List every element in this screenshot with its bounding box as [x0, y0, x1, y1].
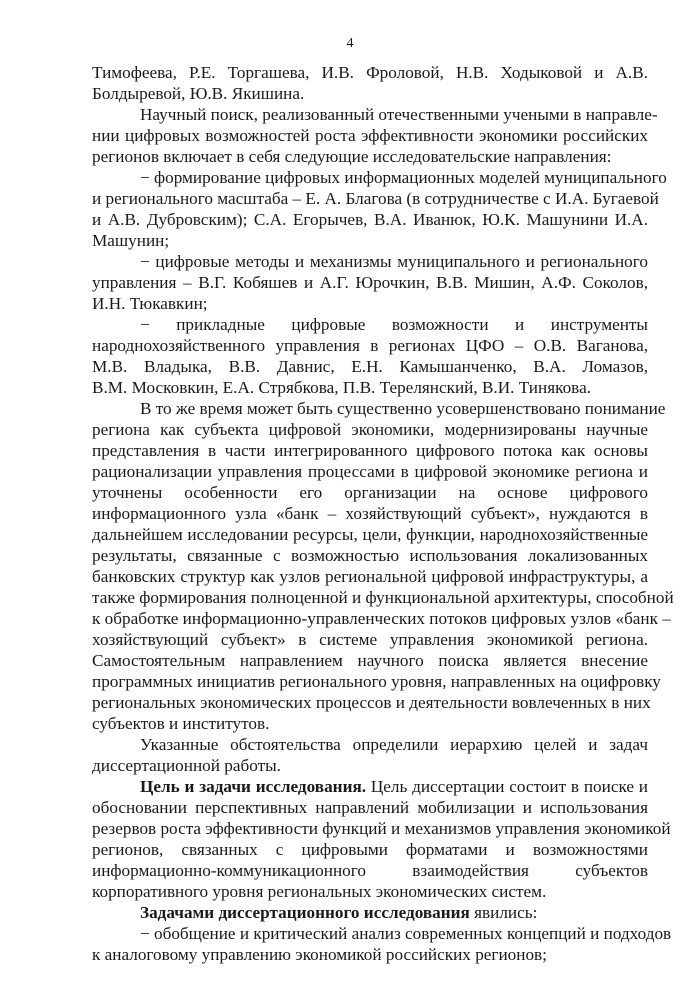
text-line: Самостоятельным направлением научного поиска является внесение [92, 651, 648, 670]
text-line: Тимофеева, Р.Е. Торгашева, И.В. Фроловой, Н.В. Ходыковой и А.В. [92, 63, 648, 82]
text-line: В то же время может быть существенно усовершенствовано понимание [140, 399, 666, 418]
text-line: информационного узла «банк – хозяйствующий субъект», нуждаются в [92, 504, 648, 523]
text-line: − формирование цифровых информационных моделей муниципального [140, 168, 667, 187]
goal-paragraph [92, 797, 671, 902]
text-line: также формирования полноценной и функциональной архитектуры, способной [92, 588, 674, 607]
text-line: Болдыревой, Ю.В. Якишина. [92, 84, 305, 103]
goal-heading: Цель и задачи исследования. [140, 777, 367, 796]
text-line: хозяйствующий субъект» в системе управления экономикой региона. [92, 630, 648, 649]
text-line: уточнены особенности его организации на основе цифрового [92, 483, 648, 502]
text-line: − прикладные цифровые возможности и инструменты [140, 315, 648, 334]
text-line: диссертационной работы. [92, 756, 281, 775]
tasks-list [92, 923, 672, 965]
tasks-heading: Задачами диссертационного исследования [140, 903, 470, 922]
text-line: дальнейшем исследовании ресурсы, цели, функции, народнохозяйственные [92, 525, 648, 544]
text-line: банковских структур как узлов региональной цифровой инфраструктуры, а [92, 567, 648, 586]
text-line: рационализации управления процессами в цифровой экономике региона и [92, 462, 648, 481]
text-line: резервов роста эффективности функций и механизмов управления экономикой [92, 819, 671, 838]
text-line: региональных экономических процессов и деятельности вовлеченных в них [92, 693, 651, 712]
goal-text: Цель диссертации состоит в поиске и [366, 777, 648, 796]
task-line: − обобщение и критический анализ современных концепций и подходов [140, 924, 672, 943]
page-number: 4 [346, 36, 354, 51]
text-line: к обработке информационно-управленческих потоков цифровых узлов «банк – [92, 609, 671, 628]
text-line: и А.В. Дубровским); С.А. Егорычев, В.А. Иванюк, Ю.К. Машунини И.А. [92, 210, 648, 229]
task-line: к аналоговому управлению экономикой российских регионов; [92, 945, 547, 964]
text-line: корпоративного уровня региональных экономических систем. [92, 882, 547, 901]
body-text [92, 62, 674, 965]
text-line: народнохозяйственного управления в регионах ЦФО – О.В. Ваганова, [92, 336, 648, 355]
text-line: представления в части интегрированного цифрового потока как основы [92, 441, 648, 460]
text-line: И.Н. Тюкавкин; [92, 294, 208, 313]
text-line: и регионального масштаба – Е. А. Благова (в сотрудничестве с И.А. Бугаевой [92, 189, 659, 208]
text-line: субъектов и институтов. [92, 714, 270, 733]
paragraphs-intro [92, 62, 674, 776]
goal-paragraph-first-line [92, 776, 648, 797]
tasks-heading-line [92, 902, 648, 923]
text-line: регионов включает в себя следующие исследовательские направления: [92, 147, 612, 166]
text-line: Научный поиск, реализованный отечественными учеными в направле- [140, 105, 658, 124]
text-line: управления – В.Г. Кобяшев и А.Г. Юрочкин, В.В. Мишин, А.Ф. Соколов, [92, 273, 648, 292]
text-line: − цифровые методы и механизмы муниципального и регионального [140, 252, 648, 271]
text-line: регионов, связанных с цифровыми форматами и возможностями [92, 840, 648, 859]
text-line: В.М. Московкин, Е.А. Стрябкова, П.В. Терелянский, В.И. Тинякова. [92, 378, 591, 397]
text-line: результаты, связанные с возможностью использования локализованных [92, 546, 648, 565]
text-line: информационно-коммуникационного взаимодействия субъектов [92, 861, 648, 880]
tasks-heading-rest: явились: [469, 903, 538, 922]
text-line: Указанные обстоятельства определили иерархию целей и задач [140, 735, 648, 754]
text-line: обосновании перспективных направлений мобилизации и использования [92, 798, 648, 817]
text-line: Машунин; [92, 231, 170, 250]
text-line: программных инициатив регионального уровня, направленных на оцифровку [92, 672, 661, 691]
text-line: нии цифровых возможностей роста эффективности экономики российских [92, 126, 648, 145]
text-line: региона как субъекта цифровой экономики, модернизированы научные [92, 420, 648, 439]
text-line: М.В. Владыка, В.В. Давнис, Е.Н. Камышанченко, В.А. Ломазов, [92, 357, 648, 376]
